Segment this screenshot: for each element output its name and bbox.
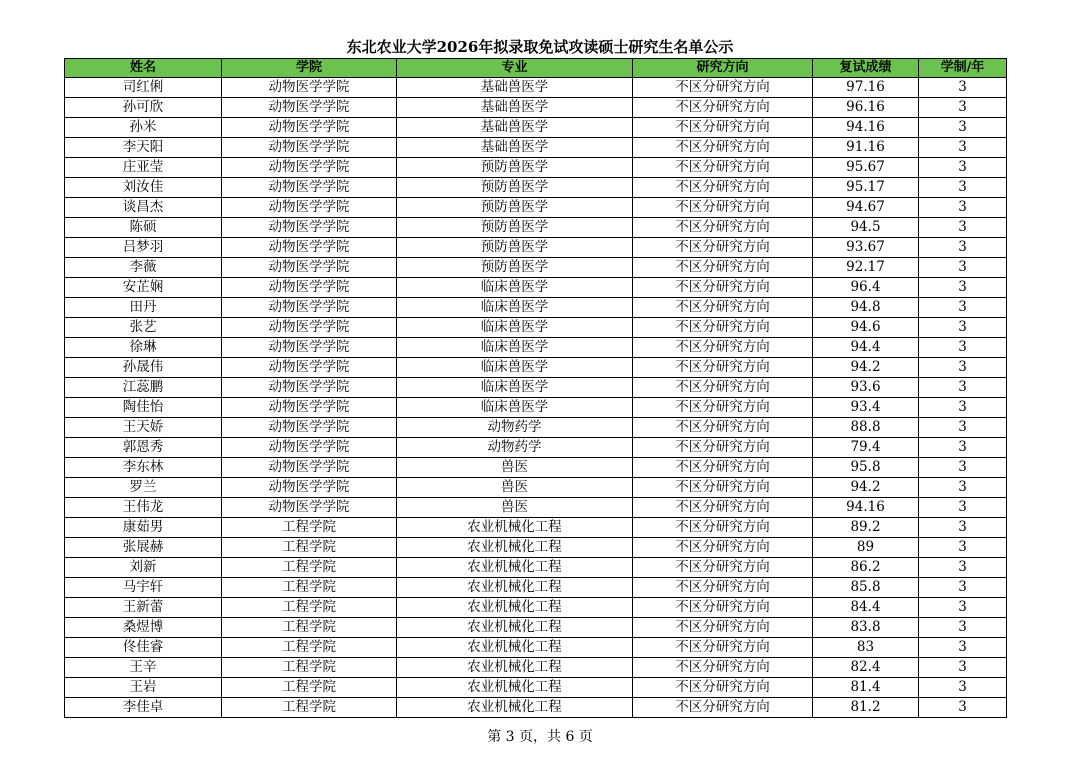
cell-research-direction: 不区分研究方向 xyxy=(633,238,813,258)
cell-duration: 3 xyxy=(919,578,1007,598)
cell-retest-score: 94.16 xyxy=(813,118,919,138)
cell-duration: 3 xyxy=(919,198,1007,218)
cell-duration: 3 xyxy=(919,338,1007,358)
cell-college: 动物医学学院 xyxy=(222,458,397,478)
cell-name: 刘新 xyxy=(65,558,222,578)
cell-college: 动物医学学院 xyxy=(222,78,397,98)
table-row xyxy=(65,98,1007,118)
cell-duration: 3 xyxy=(919,78,1007,98)
cell-major: 临床兽医学 xyxy=(397,358,633,378)
cell-college: 工程学院 xyxy=(222,658,397,678)
table-row xyxy=(65,338,1007,358)
cell-college: 动物医学学院 xyxy=(222,218,397,238)
cell-name: 王新蕾 xyxy=(65,598,222,618)
cell-research-direction: 不区分研究方向 xyxy=(633,198,813,218)
cell-name: 谈昌杰 xyxy=(65,198,222,218)
cell-major: 临床兽医学 xyxy=(397,398,633,418)
cell-duration: 3 xyxy=(919,558,1007,578)
cell-duration: 3 xyxy=(919,598,1007,618)
cell-research-direction: 不区分研究方向 xyxy=(633,178,813,198)
table-row xyxy=(65,78,1007,98)
cell-major: 预防兽医学 xyxy=(397,158,633,178)
cell-duration: 3 xyxy=(919,158,1007,178)
cell-research-direction: 不区分研究方向 xyxy=(633,358,813,378)
cell-research-direction: 不区分研究方向 xyxy=(633,398,813,418)
cell-duration: 3 xyxy=(919,318,1007,338)
cell-college: 动物医学学院 xyxy=(222,278,397,298)
cell-retest-score: 83.8 xyxy=(813,618,919,638)
table-row xyxy=(65,118,1007,138)
cell-college: 工程学院 xyxy=(222,538,397,558)
cell-name: 孙晟伟 xyxy=(65,358,222,378)
cell-duration: 3 xyxy=(919,258,1007,278)
cell-college: 动物医学学院 xyxy=(222,478,397,498)
cell-name: 王天娇 xyxy=(65,418,222,438)
table-row xyxy=(65,158,1007,178)
header-major: 专业 xyxy=(397,59,633,78)
cell-retest-score: 82.4 xyxy=(813,658,919,678)
cell-retest-score: 95.17 xyxy=(813,178,919,198)
cell-college: 动物医学学院 xyxy=(222,238,397,258)
cell-name: 王伟龙 xyxy=(65,498,222,518)
cell-research-direction: 不区分研究方向 xyxy=(633,218,813,238)
table-row xyxy=(65,358,1007,378)
cell-research-direction: 不区分研究方向 xyxy=(633,378,813,398)
cell-duration: 3 xyxy=(919,438,1007,458)
cell-research-direction: 不区分研究方向 xyxy=(633,438,813,458)
table-row xyxy=(65,138,1007,158)
table-row xyxy=(65,538,1007,558)
cell-retest-score: 92.17 xyxy=(813,258,919,278)
cell-retest-score: 93.4 xyxy=(813,398,919,418)
cell-name: 陶佳怡 xyxy=(65,398,222,418)
cell-name: 郭恩秀 xyxy=(65,438,222,458)
cell-duration: 3 xyxy=(919,658,1007,678)
cell-college: 动物医学学院 xyxy=(222,178,397,198)
cell-duration: 3 xyxy=(919,618,1007,638)
table-header xyxy=(65,59,1007,78)
cell-duration: 3 xyxy=(919,298,1007,318)
cell-major: 兽医 xyxy=(397,498,633,518)
cell-major: 预防兽医学 xyxy=(397,178,633,198)
cell-name: 吕梦羽 xyxy=(65,238,222,258)
cell-retest-score: 93.67 xyxy=(813,238,919,258)
cell-major: 临床兽医学 xyxy=(397,298,633,318)
cell-major: 预防兽医学 xyxy=(397,198,633,218)
cell-research-direction: 不区分研究方向 xyxy=(633,298,813,318)
table-row xyxy=(65,678,1007,698)
cell-college: 动物医学学院 xyxy=(222,418,397,438)
table-row xyxy=(65,318,1007,338)
cell-major: 预防兽医学 xyxy=(397,258,633,278)
cell-research-direction: 不区分研究方向 xyxy=(633,678,813,698)
cell-name: 李佳卓 xyxy=(65,698,222,718)
header-row xyxy=(65,59,1007,78)
cell-duration: 3 xyxy=(919,698,1007,718)
cell-research-direction: 不区分研究方向 xyxy=(633,138,813,158)
cell-duration: 3 xyxy=(919,498,1007,518)
cell-major: 预防兽医学 xyxy=(397,238,633,258)
cell-research-direction: 不区分研究方向 xyxy=(633,78,813,98)
cell-research-direction: 不区分研究方向 xyxy=(633,338,813,358)
cell-retest-score: 94.6 xyxy=(813,318,919,338)
cell-research-direction: 不区分研究方向 xyxy=(633,538,813,558)
table-row xyxy=(65,618,1007,638)
cell-retest-score: 88.8 xyxy=(813,418,919,438)
table-row xyxy=(65,498,1007,518)
table-row xyxy=(65,518,1007,538)
cell-college: 动物医学学院 xyxy=(222,298,397,318)
cell-college: 动物医学学院 xyxy=(222,358,397,378)
cell-name: 康茹男 xyxy=(65,518,222,538)
cell-retest-score: 83 xyxy=(813,638,919,658)
admission-list-table xyxy=(64,58,1007,718)
cell-major: 农业机械化工程 xyxy=(397,538,633,558)
cell-retest-score: 89.2 xyxy=(813,518,919,538)
cell-college: 动物医学学院 xyxy=(222,398,397,418)
cell-major: 基础兽医学 xyxy=(397,98,633,118)
cell-major: 农业机械化工程 xyxy=(397,598,633,618)
cell-duration: 3 xyxy=(919,538,1007,558)
cell-major: 农业机械化工程 xyxy=(397,658,633,678)
cell-major: 兽医 xyxy=(397,478,633,498)
cell-major: 农业机械化工程 xyxy=(397,578,633,598)
cell-retest-score: 95.67 xyxy=(813,158,919,178)
page-footer: 第 3 页，共 6 页 xyxy=(487,729,593,745)
table-row xyxy=(65,218,1007,238)
cell-name: 王岩 xyxy=(65,678,222,698)
cell-college: 工程学院 xyxy=(222,518,397,538)
cell-college: 动物医学学院 xyxy=(222,98,397,118)
cell-retest-score: 84.4 xyxy=(813,598,919,618)
table-row xyxy=(65,398,1007,418)
cell-major: 农业机械化工程 xyxy=(397,698,633,718)
cell-retest-score: 96.4 xyxy=(813,278,919,298)
cell-retest-score: 94.67 xyxy=(813,198,919,218)
cell-research-direction: 不区分研究方向 xyxy=(633,558,813,578)
cell-duration: 3 xyxy=(919,238,1007,258)
cell-retest-score: 94.5 xyxy=(813,218,919,238)
cell-name: 李薇 xyxy=(65,258,222,278)
cell-major: 农业机械化工程 xyxy=(397,518,633,538)
cell-duration: 3 xyxy=(919,678,1007,698)
cell-major: 临床兽医学 xyxy=(397,278,633,298)
header-name: 姓名 xyxy=(65,59,222,78)
table-row xyxy=(65,658,1007,678)
table-row xyxy=(65,558,1007,578)
cell-college: 工程学院 xyxy=(222,638,397,658)
cell-duration: 3 xyxy=(919,398,1007,418)
table-row xyxy=(65,378,1007,398)
cell-name: 马宇轩 xyxy=(65,578,222,598)
document-title: 东北农业大学2026年拟录取免试攻读硕士研究生名单公示 xyxy=(346,38,734,56)
cell-major: 动物药学 xyxy=(397,418,633,438)
cell-major: 农业机械化工程 xyxy=(397,638,633,658)
cell-duration: 3 xyxy=(919,418,1007,438)
header-college: 学院 xyxy=(222,59,397,78)
cell-duration: 3 xyxy=(919,358,1007,378)
cell-college: 动物医学学院 xyxy=(222,198,397,218)
cell-college: 动物医学学院 xyxy=(222,498,397,518)
cell-major: 农业机械化工程 xyxy=(397,558,633,578)
cell-research-direction: 不区分研究方向 xyxy=(633,698,813,718)
cell-name: 王辛 xyxy=(65,658,222,678)
cell-name: 罗兰 xyxy=(65,478,222,498)
cell-research-direction: 不区分研究方向 xyxy=(633,278,813,298)
cell-name: 张艺 xyxy=(65,318,222,338)
cell-retest-score: 94.8 xyxy=(813,298,919,318)
cell-duration: 3 xyxy=(919,98,1007,118)
cell-research-direction: 不区分研究方向 xyxy=(633,318,813,338)
table-row xyxy=(65,258,1007,278)
cell-major: 基础兽医学 xyxy=(397,118,633,138)
header-retest-score: 复试成绩 xyxy=(813,59,919,78)
cell-retest-score: 93.6 xyxy=(813,378,919,398)
table-row xyxy=(65,278,1007,298)
cell-research-direction: 不区分研究方向 xyxy=(633,418,813,438)
cell-major: 基础兽医学 xyxy=(397,138,633,158)
cell-duration: 3 xyxy=(919,478,1007,498)
cell-name: 江蕊鹏 xyxy=(65,378,222,398)
cell-college: 工程学院 xyxy=(222,678,397,698)
cell-name: 佟佳睿 xyxy=(65,638,222,658)
cell-college: 动物医学学院 xyxy=(222,318,397,338)
cell-college: 工程学院 xyxy=(222,578,397,598)
cell-major: 临床兽医学 xyxy=(397,378,633,398)
cell-college: 动物医学学院 xyxy=(222,338,397,358)
cell-name: 李天阳 xyxy=(65,138,222,158)
cell-retest-score: 96.16 xyxy=(813,98,919,118)
cell-retest-score: 89 xyxy=(813,538,919,558)
cell-name: 司红俐 xyxy=(65,78,222,98)
cell-name: 李东林 xyxy=(65,458,222,478)
cell-major: 预防兽医学 xyxy=(397,218,633,238)
cell-retest-score: 95.8 xyxy=(813,458,919,478)
cell-duration: 3 xyxy=(919,458,1007,478)
cell-retest-score: 94.4 xyxy=(813,338,919,358)
cell-research-direction: 不区分研究方向 xyxy=(633,518,813,538)
cell-name: 孙可欣 xyxy=(65,98,222,118)
cell-research-direction: 不区分研究方向 xyxy=(633,98,813,118)
cell-name: 刘汝佳 xyxy=(65,178,222,198)
cell-college: 动物医学学院 xyxy=(222,378,397,398)
cell-name: 孙米 xyxy=(65,118,222,138)
cell-name: 田丹 xyxy=(65,298,222,318)
cell-retest-score: 86.2 xyxy=(813,558,919,578)
cell-name: 庄亚莹 xyxy=(65,158,222,178)
cell-retest-score: 94.2 xyxy=(813,358,919,378)
table-row xyxy=(65,298,1007,318)
table-row xyxy=(65,478,1007,498)
cell-duration: 3 xyxy=(919,118,1007,138)
cell-research-direction: 不区分研究方向 xyxy=(633,578,813,598)
cell-name: 桑煜博 xyxy=(65,618,222,638)
cell-college: 工程学院 xyxy=(222,698,397,718)
table-row xyxy=(65,598,1007,618)
table-row xyxy=(65,418,1007,438)
cell-retest-score: 94.2 xyxy=(813,478,919,498)
header-duration: 学制/年 xyxy=(919,59,1007,78)
cell-duration: 3 xyxy=(919,518,1007,538)
cell-retest-score: 91.16 xyxy=(813,138,919,158)
table-row xyxy=(65,578,1007,598)
cell-duration: 3 xyxy=(919,278,1007,298)
cell-college: 动物医学学院 xyxy=(222,158,397,178)
cell-college: 动物医学学院 xyxy=(222,138,397,158)
table-row xyxy=(65,458,1007,478)
header-research-direction: 研究方向 xyxy=(633,59,813,78)
cell-research-direction: 不区分研究方向 xyxy=(633,258,813,278)
cell-research-direction: 不区分研究方向 xyxy=(633,478,813,498)
cell-research-direction: 不区分研究方向 xyxy=(633,618,813,638)
cell-college: 工程学院 xyxy=(222,618,397,638)
cell-research-direction: 不区分研究方向 xyxy=(633,458,813,478)
cell-research-direction: 不区分研究方向 xyxy=(633,118,813,138)
table-row xyxy=(65,438,1007,458)
cell-retest-score: 81.4 xyxy=(813,678,919,698)
table-row xyxy=(65,638,1007,658)
cell-name: 徐琳 xyxy=(65,338,222,358)
cell-duration: 3 xyxy=(919,178,1007,198)
cell-research-direction: 不区分研究方向 xyxy=(633,658,813,678)
cell-college: 工程学院 xyxy=(222,598,397,618)
cell-retest-score: 85.8 xyxy=(813,578,919,598)
cell-duration: 3 xyxy=(919,378,1007,398)
cell-major: 临床兽医学 xyxy=(397,338,633,358)
cell-retest-score: 81.2 xyxy=(813,698,919,718)
cell-college: 动物医学学院 xyxy=(222,258,397,278)
cell-college: 动物医学学院 xyxy=(222,438,397,458)
table-row xyxy=(65,178,1007,198)
cell-college: 动物医学学院 xyxy=(222,118,397,138)
cell-major: 农业机械化工程 xyxy=(397,678,633,698)
cell-research-direction: 不区分研究方向 xyxy=(633,598,813,618)
cell-retest-score: 97.16 xyxy=(813,78,919,98)
table-body xyxy=(65,78,1007,718)
cell-duration: 3 xyxy=(919,638,1007,658)
cell-research-direction: 不区分研究方向 xyxy=(633,158,813,178)
cell-name: 安芷娴 xyxy=(65,278,222,298)
cell-major: 基础兽医学 xyxy=(397,78,633,98)
cell-major: 兽医 xyxy=(397,458,633,478)
cell-retest-score: 94.16 xyxy=(813,498,919,518)
cell-duration: 3 xyxy=(919,218,1007,238)
cell-major: 动物药学 xyxy=(397,438,633,458)
table-row xyxy=(65,198,1007,218)
cell-name: 张展赫 xyxy=(65,538,222,558)
cell-retest-score: 79.4 xyxy=(813,438,919,458)
table-row xyxy=(65,238,1007,258)
cell-duration: 3 xyxy=(919,138,1007,158)
cell-name: 陈硕 xyxy=(65,218,222,238)
cell-major: 临床兽医学 xyxy=(397,318,633,338)
cell-research-direction: 不区分研究方向 xyxy=(633,498,813,518)
cell-college: 工程学院 xyxy=(222,558,397,578)
cell-major: 农业机械化工程 xyxy=(397,618,633,638)
cell-research-direction: 不区分研究方向 xyxy=(633,638,813,658)
table-row xyxy=(65,698,1007,718)
